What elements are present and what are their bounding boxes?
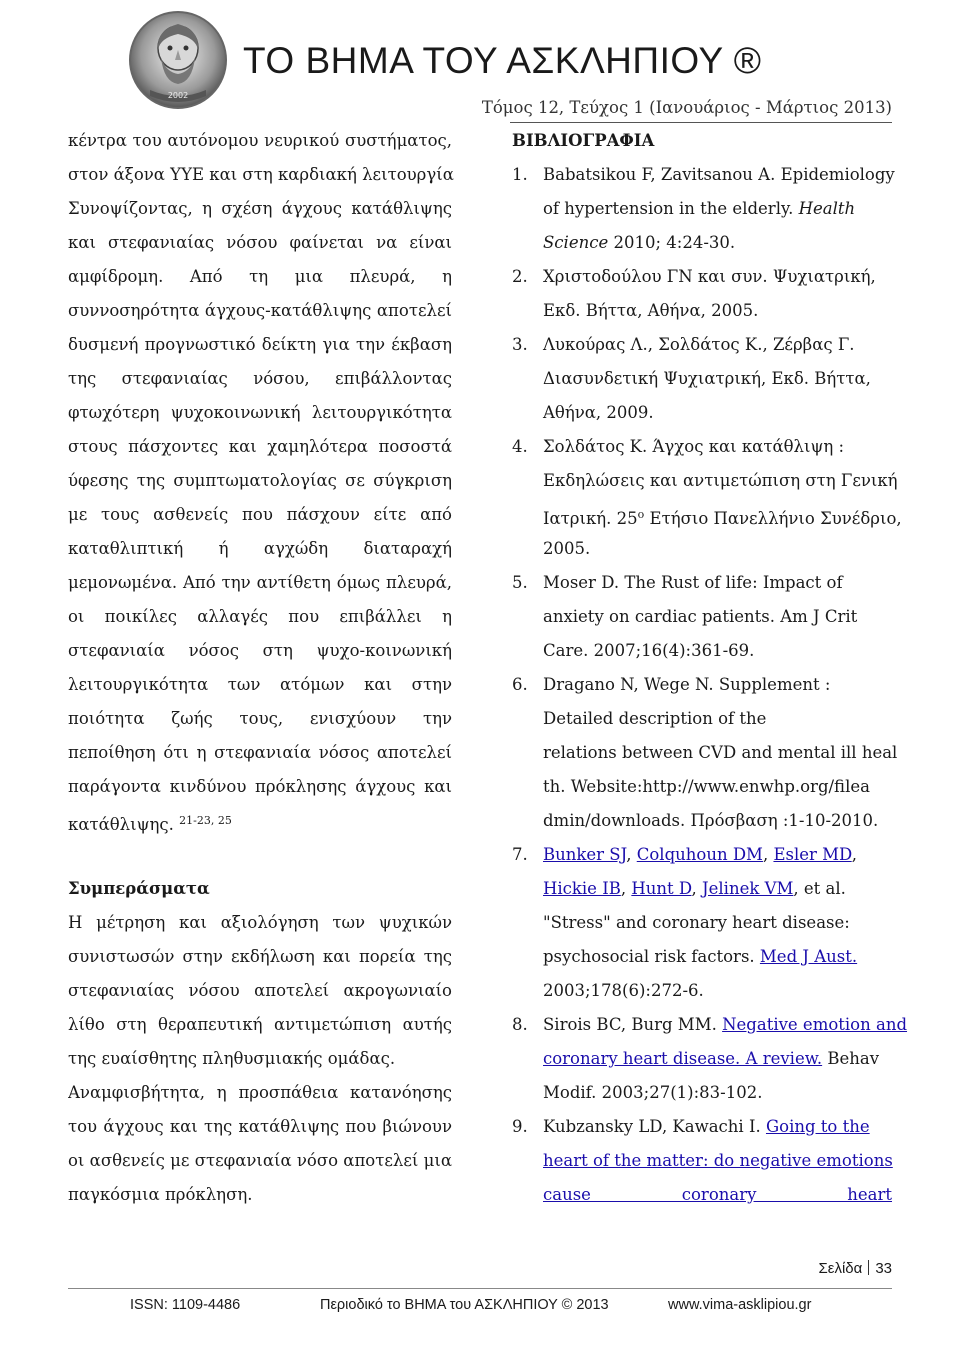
text-line: και στεφανιαίας νόσου φαίνεται να είναι	[68, 233, 452, 252]
ref-line	[512, 328, 892, 362]
ref-text: Dragano N, Wege N. Supplement :	[543, 675, 831, 694]
page-label: Σελίδα	[818, 1260, 863, 1277]
ref-line	[512, 566, 892, 600]
logo-year: 2002	[167, 91, 189, 100]
ref-line: anxiety on cardiac patients. Am J Crit	[543, 607, 858, 626]
text-line: παγκόσμια πρόκληση.	[68, 1185, 253, 1204]
ref-line: 2003;178(6):272-6.	[543, 981, 704, 1000]
ref-line: 7. Bunker SJ, Colquhoun DM, Esler MD,	[512, 838, 892, 872]
text-fragment: κατάθλιψης.	[68, 815, 174, 834]
references-column	[512, 124, 908, 1212]
ref-line	[512, 192, 892, 226]
ref-journal: Science	[543, 233, 609, 252]
ref-text: Ετήσιο Πανελλήνιο Συνέδριο,	[644, 509, 902, 528]
footer-website[interactable]: www.vima-asklipiou.gr	[668, 1297, 812, 1313]
ref-line: Αθήνα, 2009.	[543, 403, 654, 422]
text-line: στον άξονα ΥΥΕ και στη καρδιακή λειτουργία	[68, 165, 454, 184]
footer-journal: Περιοδικό το ΒΗΜΑ του ΑΣΚΛΗΠΙΟΥ © 2013	[320, 1297, 609, 1313]
title-link[interactable]: Going to the	[765, 1117, 870, 1136]
ref-line	[512, 158, 895, 192]
ref-number: 4.	[512, 437, 528, 456]
journal-title: ΤΟ ΒΗΜΑ ΤΟΥ ΑΣΚΛΗΠΙΟΥ ®	[243, 40, 762, 81]
text-line: Η μέτρηση και αξιολόγηση των ψυχικών	[68, 913, 452, 932]
header-divider	[510, 122, 892, 123]
title-link[interactable]: coronary heart disease. A review.	[543, 1049, 823, 1068]
text-line: ύφεσης της συμπτωματολογίας σε σύγκριση	[68, 471, 452, 490]
text-line: συννοσηρότητα άγχους-κατάθλιψης αποτελεί	[68, 301, 452, 320]
title-link[interactable]: heart of the matter: do negative emotions	[543, 1151, 893, 1170]
text-line: στεφανιαία νόσος στη ψυχο-κοινωνική	[68, 641, 452, 660]
text-line: μεμονωμένα. Από την αντίθετη όμως πλευρά,	[68, 573, 452, 592]
ref-line	[512, 1144, 892, 1178]
text-line: παράγοντα κινδύνου πρόκλησης άγχους και	[68, 777, 452, 796]
ref-line: Διασυνδετική Ψυχιατρική, Εκδ. Βήττα,	[543, 369, 871, 388]
text-line: στους πάσχοντες και χαμηλότερα ποσοστά	[68, 437, 452, 456]
reference-7	[512, 838, 892, 1008]
ref-number: 3.	[512, 335, 528, 354]
reference-6	[512, 668, 898, 838]
ref-journal: Health	[798, 199, 856, 218]
ref-text: psychosocial risk factors.	[543, 947, 755, 966]
reference-5	[512, 566, 892, 668]
reference-2	[512, 260, 892, 328]
ref-text: Babatsikou F, Zavitsanou A. Epidemiology	[543, 165, 895, 184]
text-line: του άγχους και της κατάθλιψης που βιώνουν	[68, 1117, 452, 1136]
reference-3	[512, 328, 892, 430]
ref-line	[512, 1178, 892, 1212]
divider	[868, 1260, 869, 1275]
author-link[interactable]: Colquhoun DM	[636, 845, 763, 864]
title-link[interactable]: Negative emotion and	[722, 1015, 908, 1034]
ref-line	[512, 1008, 908, 1042]
ref-text: Χριστοδούλου ΓΝ και συν. Ψυχιατρική,	[543, 267, 876, 286]
text-line: οι ασθενείς με στεφανιαία νόσο αποτελεί μια	[68, 1151, 452, 1170]
ref-line: "Stress" and coronary heart disease:	[543, 913, 850, 932]
ref-line: Modif. 2003;27(1):83-102.	[543, 1083, 763, 1102]
text-line: λειτουργικότητα των ατόμων και στην	[68, 675, 452, 694]
text-line: της στεφανιαίας νόσου, επιβάλλοντας	[68, 369, 452, 388]
author-link[interactable]: Bunker SJ	[543, 845, 627, 864]
ref-line	[512, 940, 892, 974]
text-line: πεποίθηση ότι η στεφανιαία νόσος αποτελεί	[68, 743, 452, 762]
text-line: λίθο στη θεραπευτική αντιμετώπιση αυτής	[68, 1015, 452, 1034]
text-line: κέντρα του αυτόνομου νευρικού συστήματος,	[68, 131, 452, 150]
ref-line: 2005.	[543, 539, 591, 558]
ref-line: th. Website:http://www.enwhp.org/filea	[543, 777, 870, 796]
ref-line: Care. 2007;16(4):361-69.	[543, 641, 755, 660]
ref-text: Kubzansky LD, Kawachi I.	[543, 1117, 761, 1136]
ref-number: 1.	[512, 165, 528, 184]
text-line: στεφανιαίας νόσου αποτελεί ακρογωνιαίο	[68, 981, 452, 1000]
references-heading: ΒΙΒΛΙΟΓΡΑΦΙΑ	[512, 131, 655, 150]
ref-line	[512, 1042, 892, 1076]
ref-number: 9.	[512, 1117, 528, 1136]
ref-number: 5.	[512, 573, 528, 592]
ref-text: Ιατρική. 25	[543, 509, 638, 528]
text-line: φτωχότερη ψυχοκοινωνική λειτουργικότητα	[68, 403, 452, 422]
ref-text: 2010; 4:24-30.	[613, 233, 736, 252]
asclepius-bust-logo-icon	[128, 10, 228, 110]
page-number-value: 33	[875, 1260, 892, 1277]
ref-line	[512, 260, 892, 294]
reference-9	[512, 1110, 892, 1212]
title-link[interactable]: cause coronary heart	[543, 1185, 892, 1204]
text-line: δυσμενή προγνωστικό δείκτη για την έκβαση	[68, 335, 452, 354]
ref-line: Detailed description of the	[543, 709, 767, 728]
ref-text: Behav	[827, 1049, 880, 1068]
author-link[interactable]: Hickie IB	[543, 879, 621, 898]
text-line: οι ποικίλες αλλαγές που επιβάλλει η	[68, 607, 452, 626]
author-link[interactable]: Hunt D	[631, 879, 692, 898]
text-line: συνιστωσών στην εκδήλωση και πορεία της	[68, 947, 452, 966]
ref-number: 7.	[512, 845, 528, 864]
text-line: καταθλιπτική ή αγχώδη διαταραχή	[68, 539, 452, 558]
footer-divider	[68, 1288, 892, 1289]
ref-text: Sirois BC, Burg MM.	[543, 1015, 717, 1034]
journal-logo	[128, 10, 228, 110]
ref-text: Λυκούρας Λ., Σολδάτος Κ., Ζέρβας Γ.	[543, 335, 855, 354]
ref-line: dmin/downloads. Πρόσβαση :1-10-2010.	[543, 811, 879, 830]
text-line: ποιότητα ζωής τους, ενισχύουν την	[68, 709, 452, 728]
author-link[interactable]: Esler MD	[773, 845, 852, 864]
ref-text: , et al.	[793, 879, 846, 898]
ref-line: Εκδηλώσεις και αντιμετώπιση στη Γενική	[543, 471, 898, 490]
ref-text: Σολδάτος Κ. Άγχος και κατάθλιψη :	[543, 437, 845, 456]
ref-line: Hickie IB, Hunt D, Jelinek VM, et al.	[543, 879, 846, 898]
ref-line: Εκδ. Βήττα, Αθήνα, 2005.	[543, 301, 759, 320]
conclusions-heading: Συμπεράσματα	[68, 879, 210, 898]
text-line: Αναμφισβήτητα, η προσπάθεια κατανόησης	[68, 1083, 452, 1102]
page-number	[818, 1260, 892, 1277]
ref-line	[512, 430, 892, 464]
reference-8	[512, 1008, 908, 1110]
ordinal-superscript: ο	[637, 508, 645, 521]
ref-number: 8.	[512, 1015, 528, 1034]
text-line	[68, 804, 452, 838]
ref-text: of hypertension in the elderly.	[543, 199, 794, 218]
ref-line	[512, 668, 892, 702]
ref-number: 2.	[512, 267, 528, 286]
ref-number: 6.	[512, 675, 528, 694]
issue-info: Τόμος 12, Τεύχος 1 (Ιανουάριος - Μάρτιος 2013)	[481, 98, 892, 117]
ref-text: Moser D. The Rust of life: Impact of	[543, 573, 843, 592]
reference-4	[512, 430, 902, 566]
ref-line	[512, 498, 902, 532]
reference-1	[512, 158, 895, 260]
text-line: αμφίδρομη. Από τη μια πλευρά, η	[68, 267, 452, 286]
footer-issn: ISSN: 1109-4486	[130, 1297, 241, 1313]
text-line: Συνοψίζοντας, η σχέση άγχους κατάθλιψης	[68, 199, 452, 218]
journal-link[interactable]: Med J Aust.	[759, 947, 858, 966]
text-line: με τους ασθενείς που πάσχουν είτε από	[68, 505, 452, 524]
ref-line	[512, 1110, 892, 1144]
ref-line: relations between CVD and mental ill heal	[543, 743, 898, 762]
citation-superscript: 21-23, 25	[179, 814, 232, 827]
spacer	[68, 838, 452, 872]
left-column	[68, 124, 452, 1212]
author-link[interactable]: Jelinek VM	[702, 879, 794, 898]
text-line: της ευαίσθητης πληθυσμιακής ομάδας.	[68, 1049, 396, 1068]
ref-line	[512, 226, 892, 260]
